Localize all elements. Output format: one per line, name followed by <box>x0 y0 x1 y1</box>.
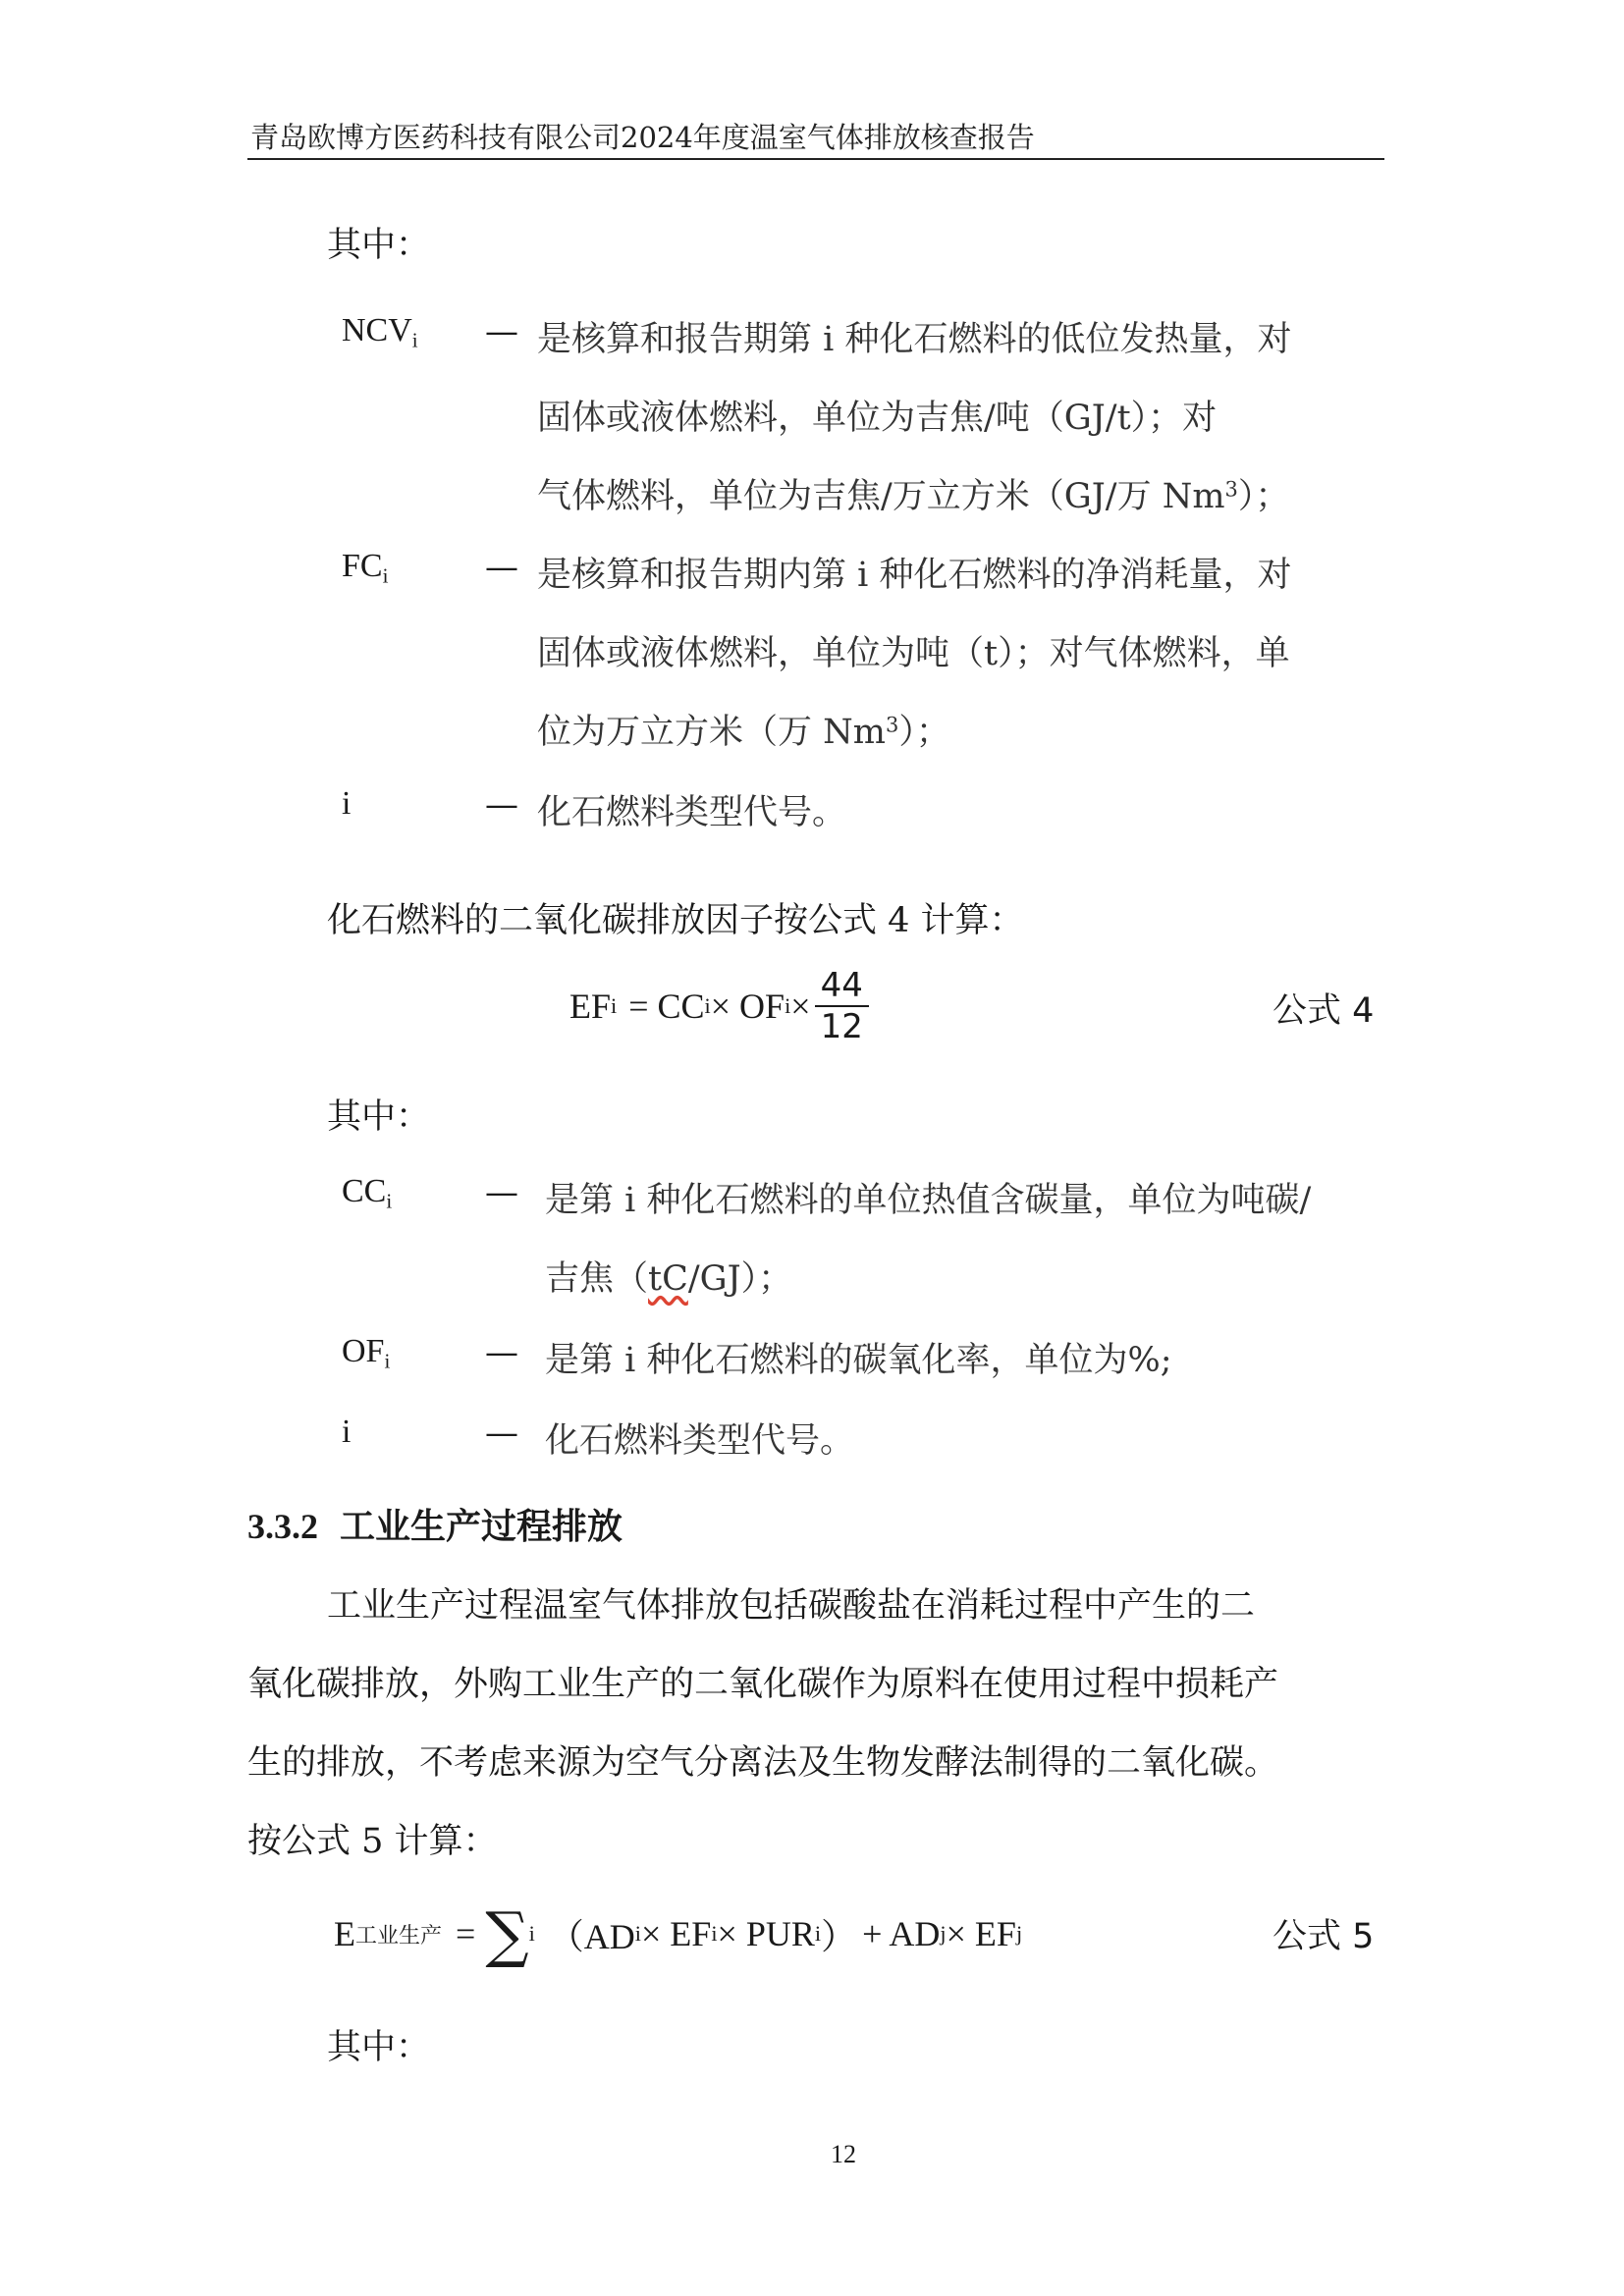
definition-dash: — <box>485 1333 518 1372</box>
formula-4-label: 公式 4 <box>1272 991 1375 1031</box>
ncv-definition-line: 是核算和报告期第 i 种化石燃料的低位发热量，对 <box>537 320 1292 359</box>
report-header: 青岛欧博方医药科技有限公司2024年度温室气体排放核查报告 <box>250 121 1035 154</box>
fc-definition-line: 是核算和报告期内第 i 种化石燃料的净消耗量，对 <box>537 556 1292 595</box>
definition-dash: — <box>485 1173 518 1212</box>
cc-definition-line: 是第 i 种化石燃料的单位热值含碳量，单位为吨碳/ <box>545 1181 1312 1220</box>
formula-4: EF i = CC i × OF i × $\frac{44}{12}$ <box>569 957 869 1055</box>
paragraph-line: 氧化碳排放，外购工业生产的二氧化碳作为原料在使用过程中损耗产 <box>247 1665 1279 1704</box>
fc-definition-line: 固体或液体燃料，单位为吨（t）；对气体燃料，单 <box>537 634 1290 673</box>
definition-dash: — <box>485 548 518 587</box>
ncv-definition-line: 气体燃料，单位为吉焦/万立方米（GJ/万 Nm$^3$）； <box>537 477 1290 516</box>
paragraph-line: 工业生产过程温室气体排放包括碳酸盐在消耗过程中产生的二 <box>327 1586 1256 1626</box>
definition-dash: — <box>485 312 518 351</box>
section-heading: 3.3.2 工业生产过程排放 <box>247 1506 623 1547</box>
symbol-fc: $FC_i$ <box>342 548 389 588</box>
formula-5: E 工业生产 = ∑ i （AD i × EF i × PUR i ） + AD j × EF j <box>334 1897 1023 1970</box>
fraction-44-12: $\frac{44}{12}$ <box>815 966 869 1046</box>
i-definition-line: 化石燃料类型代号。 <box>537 793 847 832</box>
page-number: 12 <box>831 2140 856 2168</box>
formula-4-lead: 化石燃料的二氧化碳排放因子按公式 4 计算： <box>327 901 1024 940</box>
summation-symbol: ∑ <box>485 1897 529 1970</box>
i-definition-line: 化石燃料类型代号。 <box>545 1421 855 1461</box>
symbol-of: $OF_i$ <box>342 1333 391 1373</box>
symbol-ncv: $NCV_i$ <box>342 312 418 352</box>
definition-dash: — <box>485 1414 518 1453</box>
intro-text: 其中： <box>327 2028 431 2067</box>
header-divider <box>247 158 1384 160</box>
symbol-i: i <box>342 785 352 822</box>
symbol-cc: $CC_i$ <box>342 1173 393 1213</box>
cc-definition-line: 吉焦（tC/GJ）； <box>545 1259 793 1299</box>
ncv-definition-line: 固体或液体燃料，单位为吉焦/吨（GJ/t）；对 <box>537 399 1218 438</box>
symbol-i: i <box>342 1414 352 1450</box>
paragraph-line: 按公式 5 计算： <box>247 1822 498 1861</box>
formula-5-label: 公式 5 <box>1272 1917 1375 1956</box>
of-definition-line: 是第 i 种化石燃料的碳氧化率，单位为%; <box>545 1341 1172 1380</box>
intro-text: 其中： <box>327 1097 431 1137</box>
fc-definition-line: 位为万立方米（万 Nm$^3$）； <box>537 713 950 752</box>
intro-text: 其中： <box>327 226 431 265</box>
paragraph-line: 生的排放，不考虑来源为空气分离法及生物发酵法制得的二氧化碳。 <box>247 1743 1279 1783</box>
definition-dash: — <box>485 785 518 825</box>
